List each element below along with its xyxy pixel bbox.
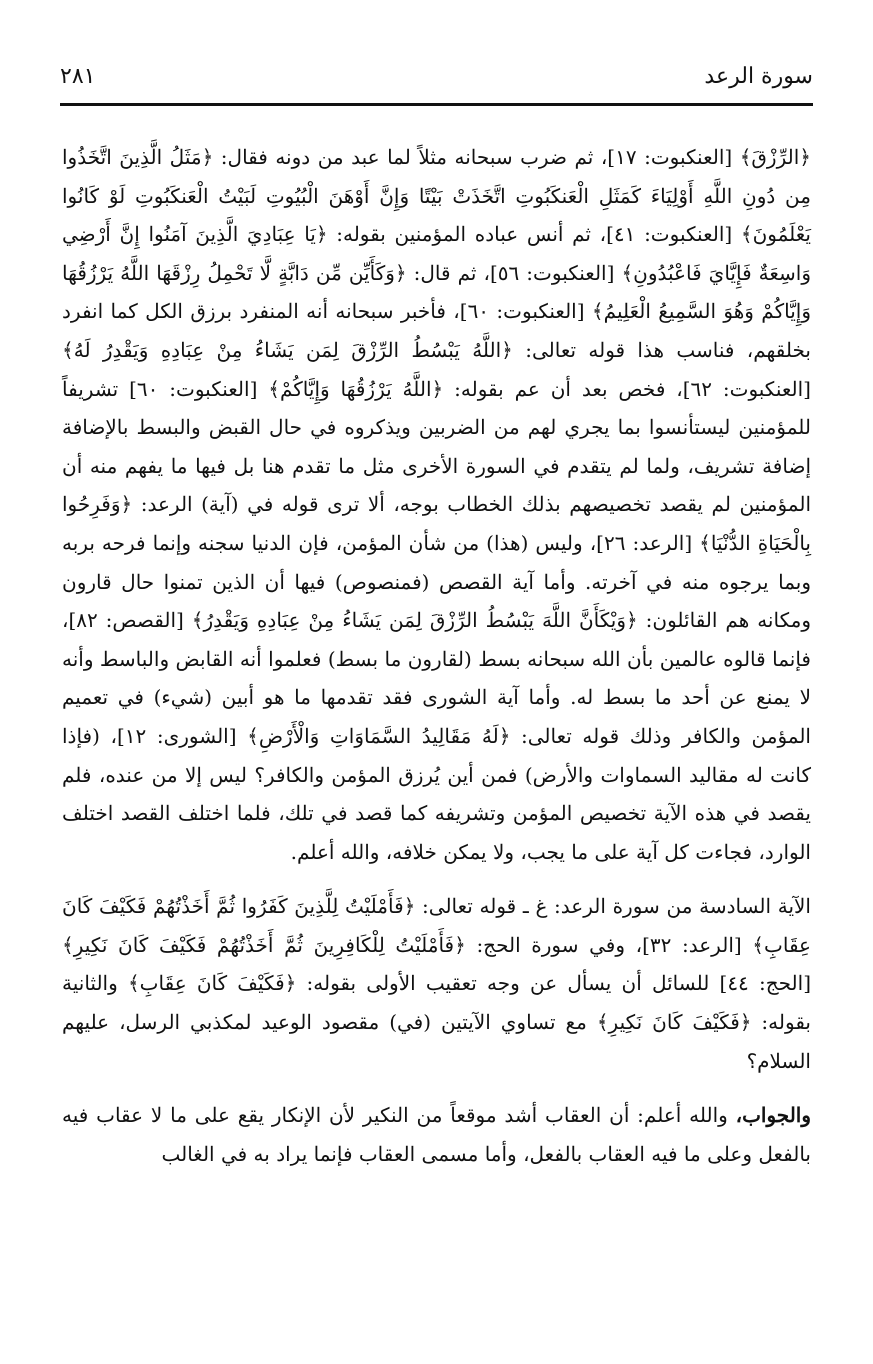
answer-text: والله أعلم: أن العقاب أشد موقعاً من النكير لأن الإنكار يقع على ما لا عقاب فيه بالفعل وعلى ما فيه العقاب بالفعل، وأما مسمى العقاب فإنما يراد به في الغالب: [62, 1103, 811, 1166]
running-header: [60, 62, 813, 102]
header-rule: [60, 103, 813, 106]
answer-lead: والجواب،: [735, 1103, 811, 1128]
paragraph-1: ﴿الرِّزْقَ﴾ [العنكبوت: ١٧]، ثم ضرب سبحانه مثلاً لما عبد من دونه فقال: ﴿مَثَلُ الَّذِينَ اتَّخَذُوا مِن دُونِ اللَّهِ أَوْلِيَاءَ كَمَثَلِ الْعَنكَبُوتِ اتَّخَذَتْ بَيْتًا وَإِنَّ أَوْهَنَ الْبُيُوتِ لَبَيْتُ الْعَنكَبُوتِ لَوْ كَانُوا يَعْلَمُونَ﴾ [العنكبوت: ٤١]، ثم أنس عباده المؤمنين بقوله: ﴿يَا عِبَادِيَ الَّذِينَ آمَنُوا إِنَّ أَرْضِي وَاسِعَةٌ فَإِيَّايَ فَاعْبُدُونِ﴾ [العنكبوت: ٥٦]، ثم قال: ﴿وَكَأَيِّن مِّن دَابَّةٍ لَّا تَحْمِلُ رِزْقَهَا اللَّهُ يَرْزُقُهَا وَإِيَّاكُمْ وَهُوَ السَّمِيعُ الْعَلِيمُ﴾ [العنكبوت: ٦٠]، فأخبر سبحانه أنه المنفرد برزق الكل كما انفرد بخلقهم، فناسب هذا قوله تعالى: ﴿اللَّهُ يَبْسُطُ الرِّزْقَ لِمَن يَشَاءُ مِنْ عِبَادِهِ وَيَقْدِرُ لَهُ﴾ [العنكبوت: ٦٢]، فخص بعد أن عم بقوله: ﴿اللَّهُ يَرْزُقُهَا وَإِيَّاكُمْ﴾ [العنكبوت: ٦٠] تشريفاً للمؤمنين ليستأنسوا بما يجري لهم من الضربين ويذكروه في حال القبض والبسط بالإضافة إضافة تشريف، ولما لم يتقدم في السورة الأخرى مثل ما تقدم هنا بل فيها ما يفهم منه أن المؤمنين لم يقصد تخصيصهم بذلك الخطاب بوجه، ألا ترى قوله في (آية) الرعد: ﴿وَفَرِحُوا بِالْحَيَاةِ الدُّنْيَا﴾ [الرعد: ٢٦]، وليس (هذا) من شأن المؤمن، فإن الدنيا سجنه وإنما فرحه بربه وبما يرجوه منه في آخرته. وأما آية القصص (فمنصوص) فيها أن الذين تمنوا حال قارون ومكانه هم القائلون: ﴿وَيْكَأَنَّ اللَّهَ يَبْسُطُ الرِّزْقَ لِمَن يَشَاءُ مِنْ عِبَادِهِ وَيَقْدِرُ﴾ [القصص: ٨٢]، فإنما قالوه عالمين بأن الله سبحانه بسط (لقارون ما بسط) فعلموا أنه القابض والباسط وأنه لا يمنع عن أحد ما بسط له. وأما آية الشورى فقد تقدمها ما هو أبين (شيء) في تعميم المؤمن والكافر وذلك قوله تعالى: ﴿لَهُ مَقَالِيدُ السَّمَاوَاتِ وَالْأَرْضِ﴾ [الشورى: ١٢]، (فإذا كانت له مقاليد السماوات والأرض) فمن أين يُرزق المؤمن والكافر؟ ليس إلا من عنده، فلم يقصد في هذه الآية تخصيص المؤمن وتشريفه كما قصد في تلك، فلما اختلف القصد اختلف الوارد، فجاءت كل آية على ما يجب، ولا يمكن خلافه، والله أعلم.: [62, 145, 812, 864]
body-text: [62, 138, 811, 1173]
page-number: ٢٨١: [60, 64, 96, 89]
paragraph-3: [62, 1096, 811, 1173]
chapter-title: سورة الرعد: [704, 64, 813, 89]
paragraph-2: الآية السادسة من سورة الرعد: غ ـ قوله تعالى: ﴿فَأَمْلَيْتُ لِلَّذِينَ كَفَرُوا ثُمَّ أَخَذْتُهُمْ فَكَيْفَ كَانَ عِقَابِ﴾ [الرعد: ٣٢]، وفي سورة الحج: ﴿فَأَمْلَيْتُ لِلْكَافِرِينَ ثُمَّ أَخَذْتُهُمْ فَكَيْفَ كَانَ نَكِيرِ﴾ [الحج: ٤٤] للسائل أن يسأل عن وجه تعقيب الأولى بقوله: ﴿فَكَيْفَ كَانَ عِقَابِ﴾ والثانية بقوله: ﴿فَكَيْفَ كَانَ نَكِيرِ﴾ مع تساوي الآيتين (في) مقصود الوعيد لمكذبي الرسل، عليهم السلام؟: [62, 894, 811, 1073]
